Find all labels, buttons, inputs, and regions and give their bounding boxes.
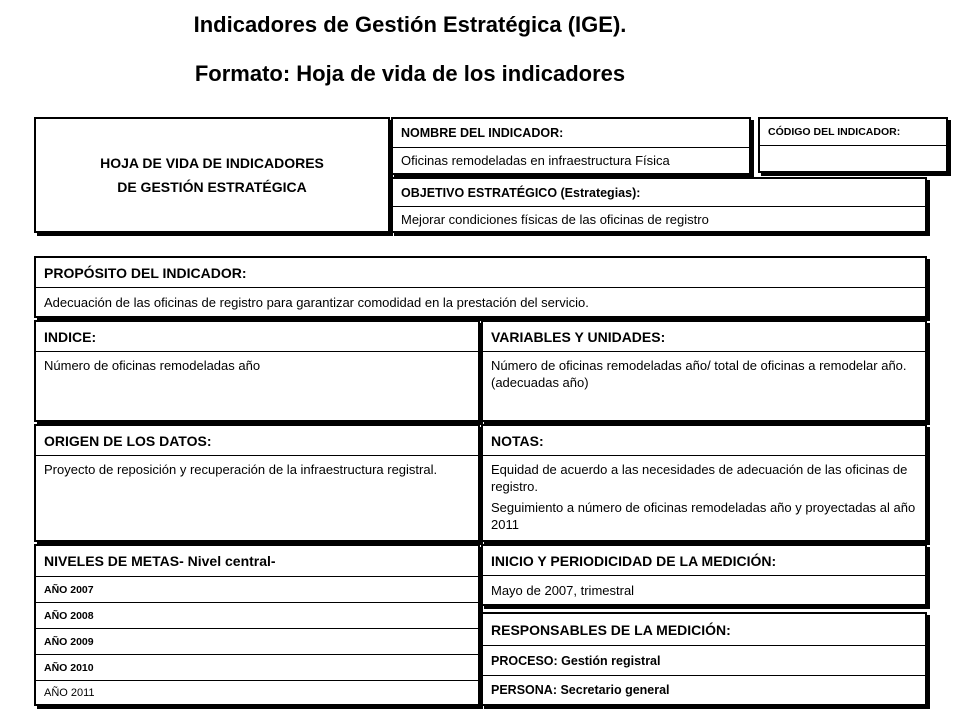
indice-box xyxy=(34,320,480,422)
proposito-box xyxy=(34,256,927,318)
indice-value: Número de oficinas remodeladas año xyxy=(44,358,261,373)
objetivo-label: OBJETIVO ESTRATÉGICO (Estrategias): xyxy=(393,179,925,207)
meta-year-row: AÑO 2009 xyxy=(36,629,478,655)
sheet-label-box xyxy=(34,117,390,233)
proposito-label: PROPÓSITO DEL INDICADOR: xyxy=(36,258,925,288)
origen-value: Proyecto de reposición y recuperación de la infraestructura registral. xyxy=(44,462,438,477)
sheet-label-line2: DE GESTIÓN ESTRATÉGICA xyxy=(117,179,307,195)
meta-year-row: AÑO 2011 xyxy=(44,686,95,699)
codigo-indicador-label: CÓDIGO DEL INDICADOR: xyxy=(760,119,946,146)
codigo-indicador-value xyxy=(760,146,946,171)
notas-box xyxy=(481,424,927,542)
proposito-value: Adecuación de las oficinas de registro para garantizar comodidad en la prestación del servicio. xyxy=(44,294,589,310)
nombre-indicador-label: NOMBRE DEL INDICADOR: xyxy=(393,119,749,148)
periodicidad-box xyxy=(481,544,927,606)
meta-year-row: AÑO 2008 xyxy=(36,603,478,629)
variables-box xyxy=(481,320,927,422)
origen-box xyxy=(34,424,480,542)
notas-label: NOTAS: xyxy=(483,426,925,456)
responsables-box xyxy=(481,612,927,706)
objetivo-value: Mejorar condiciones físicas de las oficinas de registro xyxy=(401,211,709,227)
periodicidad-value: Mayo de 2007, trimestral xyxy=(491,582,635,598)
objetivo-box xyxy=(391,177,927,233)
metas-box xyxy=(34,544,480,706)
origen-label: ORIGEN DE LOS DATOS: xyxy=(36,426,478,456)
responsables-label: RESPONSABLES DE LA MEDICIÓN: xyxy=(483,614,925,646)
nombre-indicador-value: Oficinas remodeladas en infraestructura Física xyxy=(401,153,670,168)
sheet-label-line1: HOJA DE VIDA DE INDICADORES xyxy=(100,155,324,171)
nombre-indicador-box xyxy=(391,117,751,175)
meta-year-row: AÑO 2010 xyxy=(36,655,478,681)
variables-label: VARIABLES Y UNIDADES: xyxy=(483,322,925,352)
meta-year-row: AÑO 2007 xyxy=(36,577,478,603)
page-title: Indicadores de Gestión Estratégica (IGE). xyxy=(193,12,627,37)
responsables-persona: PERSONA: Secretario general xyxy=(491,683,670,697)
notas-paragraph: Equidad de acuerdo a las necesidades de adecuación de las oficinas de registro. xyxy=(491,462,908,494)
indice-label: INDICE: xyxy=(36,322,478,352)
responsables-proceso: PROCESO: Gestión registral xyxy=(483,646,925,676)
metas-label: NIVELES DE METAS- Nivel central- xyxy=(36,546,478,577)
page-subtitle: Formato: Hoja de vida de los indicadores xyxy=(194,61,626,86)
variables-value: Número de oficinas remodeladas año/ total de oficinas a remodelar año. (adecuadas año) xyxy=(491,358,907,390)
periodicidad-label: INICIO Y PERIODICIDAD DE LA MEDICIÓN: xyxy=(483,546,925,576)
notas-paragraph: Seguimiento a número de oficinas remodeladas año y proyectadas al año 2011 xyxy=(491,500,916,532)
codigo-indicador-box xyxy=(758,117,948,173)
